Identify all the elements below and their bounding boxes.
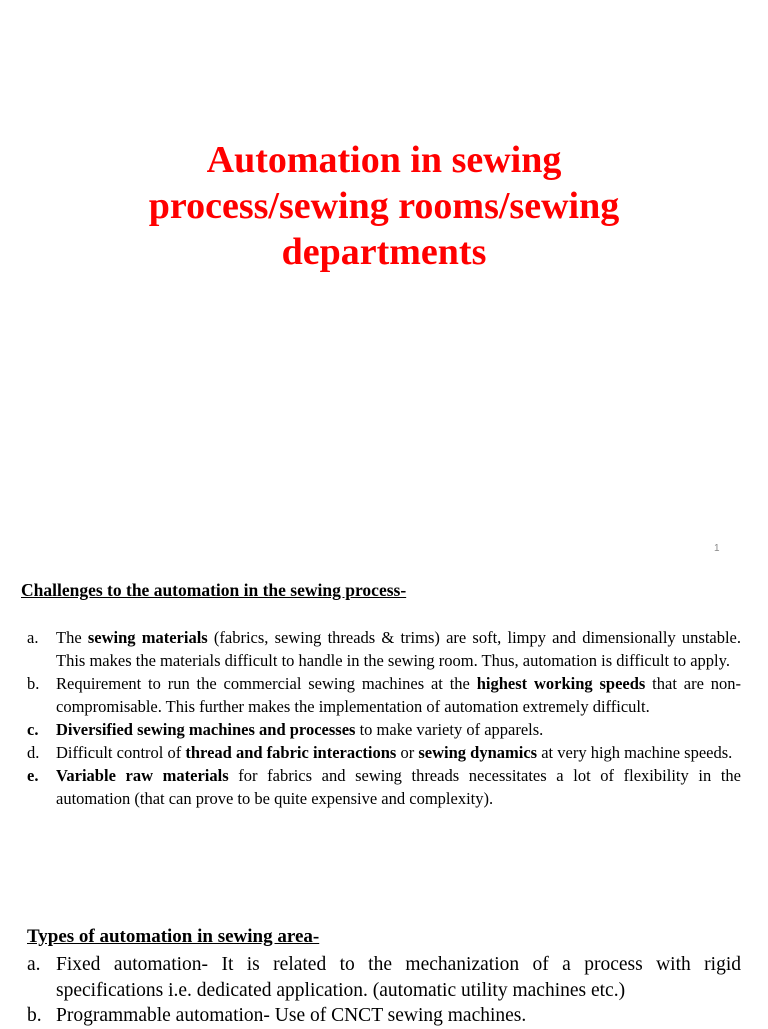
- list-marker: b.: [27, 674, 40, 693]
- item-text: Difficult control of: [56, 743, 186, 762]
- list-marker: b.: [27, 1005, 42, 1026]
- item-text: The: [56, 628, 88, 647]
- list-item: [27, 741, 741, 764]
- list-marker: a.: [27, 628, 39, 647]
- item-text: for fabrics and sewing threads necessitates a lot of flexibility in the automation (that can prove to be quite expensive and complexity).: [56, 766, 741, 808]
- list-item: [27, 764, 741, 810]
- item-text: (fabrics, sewing threads & trims) are soft, limpy and dimensionally unstable. This makes the materials difficult to handle in the sewing room. Thus, automation is difficult to apply.: [56, 628, 742, 670]
- challenges-heading: Challenges to the automation in the sewing process-: [21, 580, 407, 600]
- list-marker: c.: [27, 720, 39, 739]
- list-marker: d.: [27, 743, 40, 762]
- list-marker: e.: [27, 766, 39, 785]
- item-text: to make variety of apparels.: [355, 720, 544, 739]
- title-line: process/sewing rooms/sewing: [148, 185, 620, 227]
- item-text: or: [396, 743, 419, 762]
- list-item: [27, 1003, 741, 1029]
- item-text: at very high machine speeds.: [537, 743, 733, 762]
- item-text: Fixed automation- It is related to the mechanization of a process with rigid specifications i.e. dedicated application. (automatic utility machines etc.): [56, 954, 741, 1001]
- list-item: [27, 626, 741, 672]
- title-line: departments: [281, 231, 487, 273]
- item-text: Requirement to run the commercial sewing machines at the: [56, 674, 477, 693]
- item-text: that are non-compromisable. This further makes the implementation of automation extremely difficult.: [56, 674, 741, 716]
- item-bold-text: sewing materials: [87, 628, 208, 647]
- page-number: 1: [714, 543, 720, 554]
- challenges-list: [27, 626, 741, 810]
- item-bold-text: highest working speeds: [476, 674, 646, 693]
- item-bold-text: Variable raw materials: [56, 766, 229, 785]
- list-item: [27, 672, 741, 718]
- types-heading: Types of automation in sewing area-: [27, 926, 320, 947]
- item-bold-text: sewing dynamics: [418, 743, 538, 762]
- types-list: [27, 952, 741, 1029]
- list-marker: a.: [27, 954, 41, 975]
- list-item: [27, 718, 741, 741]
- item-bold-text: Diversified sewing machines and processes: [56, 720, 356, 739]
- title-line: Automation in sewing: [206, 139, 562, 181]
- item-text: Programmable automation- Use of CNCT sewing machines.: [56, 1005, 527, 1026]
- slide-title: [0, 137, 768, 275]
- list-item: [27, 952, 741, 1003]
- item-bold-text: thread and fabric interactions: [185, 743, 397, 762]
